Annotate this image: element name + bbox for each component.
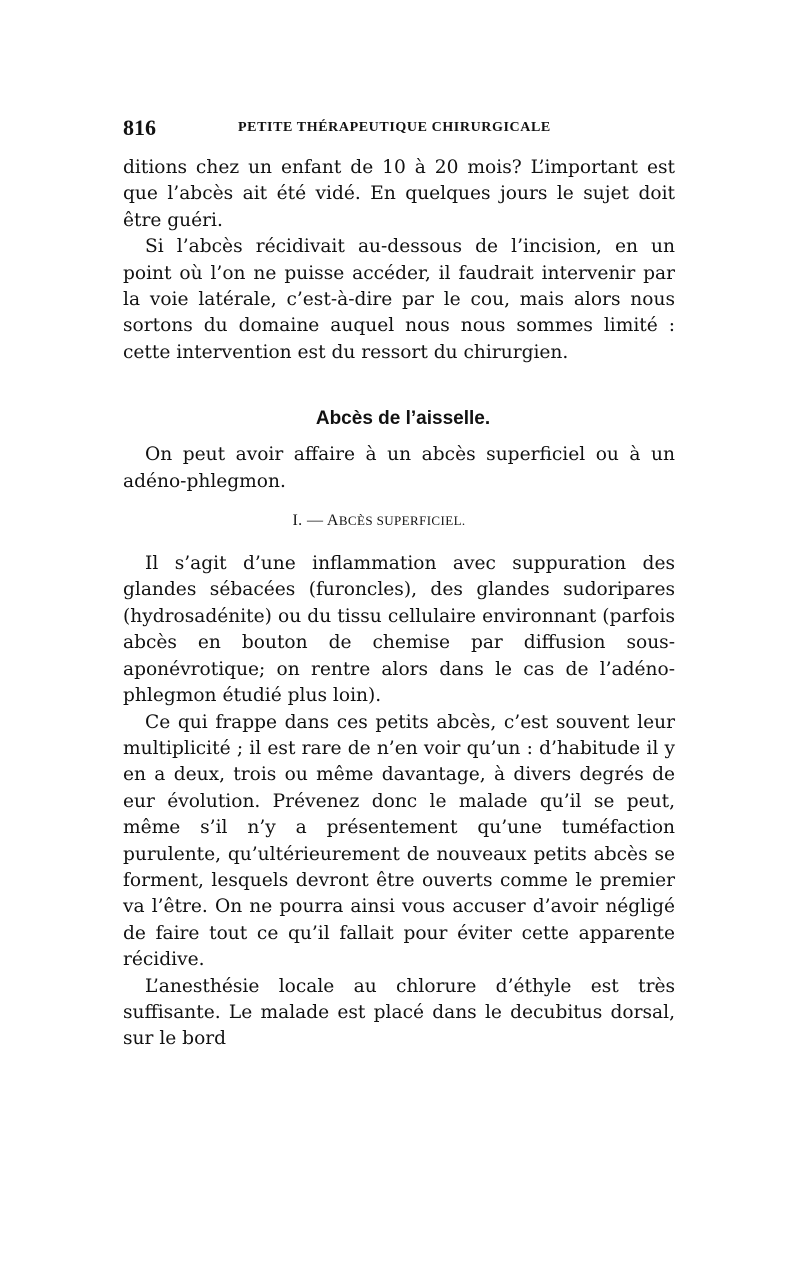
subsection-label: BCÈS SUPERFICIEL. [338, 513, 466, 529]
book-page [123, 113, 675, 1053]
running-title: PETITE THÉRAPEUTIQUE CHIRURGICALE [238, 120, 551, 135]
section-gap [123, 432, 675, 442]
paragraph-description: Il s’agit d’une inflammation avec suppuration des glandes sébacées (furoncles), des glandes sudoripares (hydrosadénite) ou du tissu cellulaire environnant (parfois abcès en bouton de chemise par diffusion sous-aponévrotique; on rentre alors dans le cas de l’adéno-phlegmon étudié plus loin). [123, 553, 675, 707]
paragraph-multiplicity: Ce qui frappe dans ces petits abcès, c’est souvent leur multiplicité ; il est rare de n’en voir qu’un : d’habitude il y en a deux, trois ou même davantage, à divers degrés de eur évolution. Prévenez donc le malade qu’il se peut, même s’il n’y a présentement qu’une tuméfaction purulente, qu’ultérieurement de nouveaux petits abcès se forment, lesquels devront être ouverts comme le premier va l’être. On ne pourra ainsi vous accuser d’avoir négligé de faire tout ce qu’il fallait pour éviter cette apparente récidive. [123, 711, 675, 971]
paragraph-recurrence: Si l’abcès récidivait au-dessous de l’incision, en un point où l’on ne puisse accéder, il faudrait intervenir par la voie latérale, c’est-à-dire par le cou, mais alors nous sortons du domaine auquel nous nous sommes limité : cette intervention est du ressort du chirurgien. [123, 236, 675, 363]
paragraph-anesthesia: L’anesthésie locale au chlorure d’éthyle est très suffisante. Le malade est placé dans le decubitus dorsal, sur le bord [123, 975, 675, 1050]
section-title: Abcès de l’aisselle. [315, 408, 491, 430]
subsection-number: I. — A [292, 512, 339, 530]
paragraph-intro: On peut avoir affaire à un abcès superficiel ou à un adéno-phlegmon. [123, 444, 675, 492]
page-number: 816 [123, 115, 156, 140]
subsection-title [123, 509, 675, 533]
running-head [123, 113, 675, 143]
paragraph-continuation: ditions chez un enfant de 10 à 20 mois? L’important est que l’abcès ait été vidé. En quelques jours le sujet doit être guéri. [123, 157, 675, 231]
